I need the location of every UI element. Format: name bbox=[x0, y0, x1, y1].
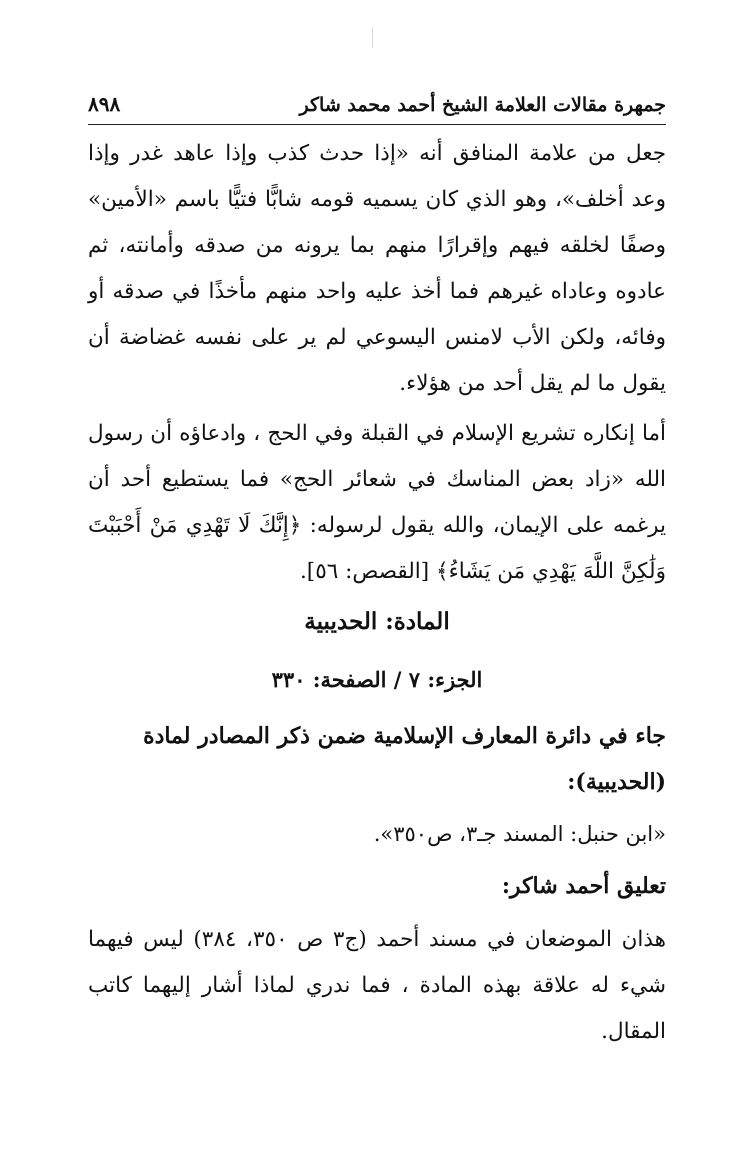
comment-label: تعليق أحمد شاكر: bbox=[501, 873, 666, 899]
document-page bbox=[88, 92, 666, 1055]
page-number: ٨٩٨ bbox=[88, 92, 121, 116]
paragraph-manafiq: جعل من علامة المنافق أنه «إذا حدث كذب وإذا عاهد غدر وإذا وعد أخلف»، وهو الذي كان يسميه قومه شابًّا فتيًّا باسم «الأمين» وصفًا لخلقه فيهم وإقرارًا منهم بما يرونه من صدقه وأمانته، ثم عادوه وعاداه غيرهم فما أخذ عليه واحد منهم مأخذًا في صدقه أو وفائه، ولكن الأب لامنس اليسوعي لم ير على نفسه غضاضة أن يقول ما لم يقل أحد من هؤلاء. bbox=[88, 141, 666, 396]
article-heading: المادة: الحديبية bbox=[304, 608, 450, 635]
paragraph-qibla-hajj bbox=[88, 411, 666, 595]
source-citation: «ابن حنبل: المسند جـ٣، ص٣٥٠». bbox=[373, 822, 666, 846]
body-text bbox=[88, 131, 666, 595]
running-title: جمهرة مقالات العلامة الشيخ أحمد محمد شاكر bbox=[299, 94, 666, 116]
top-scan-mark bbox=[372, 28, 373, 48]
paragraph-qibla-text: أما إنكاره تشريع الإسلام في القبلة وفي الحج ، وادعاؤه أن رسول الله «زاد بعض المناسك في شعائر الحج» فما يستطيع أحد أن يرغمه على الإيمان، والله يقول لرسوله: bbox=[88, 421, 667, 538]
comment-text: هذان الموضعان في مسند أحمد (ج٣ ص ٣٥٠، ٣٨٤) ليس فيهما شيء له علاقة بهذه المادة ، فما ندري لماذا أشار إليهما كاتب المقال. bbox=[88, 927, 666, 1044]
volume-page-label: الجزء: ٧ / الصفحة: ٣٣٠ bbox=[271, 667, 483, 692]
quran-verse: ﴿إِنَّكَ لَا تَهْدِي مَنْ أَحْبَبْتَ وَلَٰكِنَّ اللَّهَ يَهْدِي مَن يَشَاءُ﴾ bbox=[88, 513, 666, 584]
quran-reference: [القصص: ٥٦]. bbox=[299, 559, 436, 584]
running-header bbox=[88, 92, 666, 125]
article-intro: جاء في دائرة المعارف الإسلامية ضمن ذكر المصادر لمادة (الحديبية): bbox=[143, 723, 666, 795]
